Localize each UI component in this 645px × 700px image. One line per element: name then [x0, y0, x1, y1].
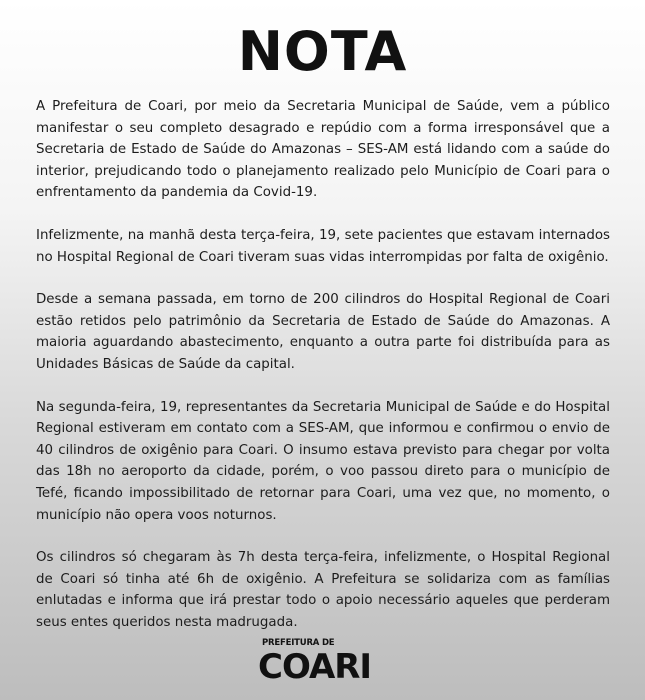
logo-wordmark: COARI: [258, 647, 372, 687]
paragraph-5: Os cilindros só chegaram às 7h desta terça-feira, infelizmente, o Hospital Regional de Coari só tinha até 6h de oxigênio. A Prefeitura se solidariza com as famílias enlutadas e informa que irá prestar todo o apoio necessário aqueles que perderam seus entes queridos nesta madrugada.: [36, 550, 610, 630]
note-body: [36, 96, 610, 654]
paragraph-2: Infelizmente, na manhã desta terça-feira, 19, sete pacientes que estavam internados no Hospital Regional de Coari tiveram suas vidas interrompidas por falta de oxigênio.: [36, 227, 610, 265]
paragraph-1: A Prefeitura de Coari, por meio da Secretaria Municipal de Saúde, vem a público manifestar o seu completo desagrado e repúdio com a forma irresponsável que a Secretaria de Estado de Saúde do Amazonas – SES-AM está lidando com a saúde do interior, prejudicando todo o planejamento realizado pelo Município de Coari para o enfrentamento da pandemia da Covid-19.: [36, 99, 610, 201]
paragraph-4: Na segunda-feira, 19, representantes da Secretaria Municipal de Saúde e do Hospital Regional estiveram em contato com a SES-AM, que informou e confirmou o envio de 40 cilindros de oxigênio para Coari. O insumo estava previsto para chegar por volta das 18h no aeroporto da cidade, porém, o voo passou direto para o município de Tefé, ficando impossibilitado de retornar para Coari, uma vez que, no momento, o município não opera voos noturnos.: [36, 399, 610, 523]
logo-subtitle: PREFEITURA DE: [262, 638, 335, 648]
page-title: NOTA: [237, 20, 408, 83]
paragraph-3: Desde a semana passada, em torno de 200 cilindros do Hospital Regional de Coari estão retidos pelo patrimônio da Secretaria de Estado de Saúde do Amazonas. A maioria aguardando abastecimento, enquanto a outra parte foi distribuída para as Unidades Básicas de Saúde da capital.: [36, 292, 610, 372]
prefeitura-coari-logo: [258, 638, 398, 690]
